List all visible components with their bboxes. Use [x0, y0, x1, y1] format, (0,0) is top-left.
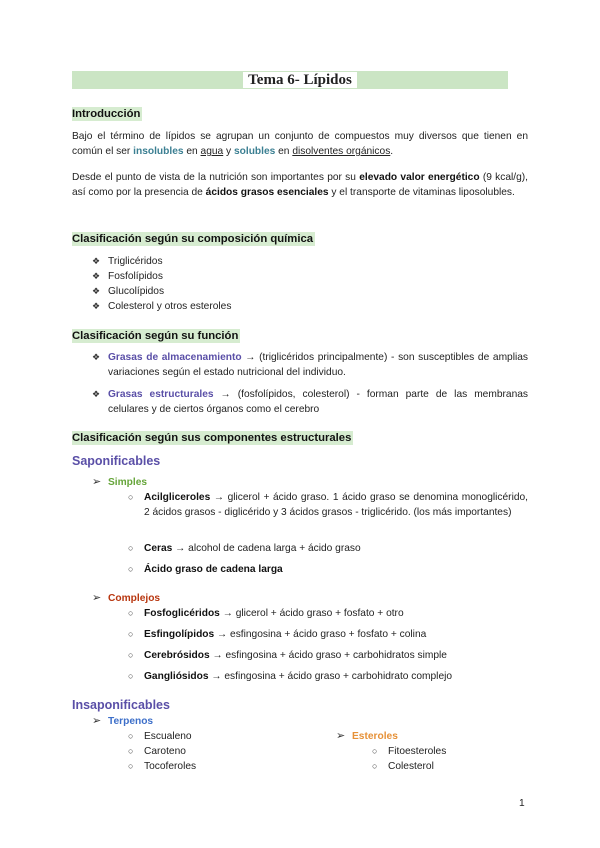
terpenos-label: Terpenos	[108, 716, 154, 727]
simples-acido-graso: Ácido graso de cadena larga	[144, 564, 283, 575]
chem-item: Colesterol y otros esteroles	[108, 301, 232, 312]
circle-bullet-icon: ○	[128, 650, 134, 660]
func-item-storage: Grasas de almacenamiento → (triglicéridos principalmente) - son susceptibles de amplias variaciones según el estado nutricional del individuo.	[108, 352, 529, 378]
func-heading: Clasificación según su función	[72, 330, 239, 342]
esteroles-item: Fitoesteroles	[388, 746, 447, 757]
terpenos-item: Escualeno	[144, 731, 192, 742]
page-title: Tema 6- Lípidos	[243, 72, 357, 88]
circle-bullet-icon: ○	[128, 746, 134, 756]
esteroles-item: Colesterol	[388, 761, 434, 772]
simples-ceras: Ceras → alcohol de cadena larga + ácido graso	[144, 543, 361, 554]
complejos-label: Complejos	[108, 593, 161, 604]
arrow-bullet-icon: ➢	[92, 476, 102, 488]
diamond-bullet-icon: ❖	[92, 256, 101, 266]
esteroles-label: Esteroles	[352, 731, 398, 742]
complejos-item: Esfingolípidos → esfingosina + ácido graso + fosfato + colina	[144, 629, 427, 640]
circle-bullet-icon: ○	[128, 492, 134, 502]
simples-acilgliceroles: Acilgliceroles → glicerol + ácido graso. 1 ácido graso se denomina monoglicérido, 2 ácidos grasos - diglicérido y 3 ácidos grasos - triglicérido. (los más importantes)	[144, 492, 528, 518]
saponificables-heading: Saponificables	[72, 454, 161, 468]
circle-bullet-icon: ○	[128, 671, 134, 681]
diamond-bullet-icon: ❖	[92, 286, 101, 296]
chem-heading: Clasificación según su composición química	[72, 233, 314, 245]
simples-label: Simples	[108, 477, 148, 488]
circle-bullet-icon: ○	[128, 629, 134, 639]
diamond-bullet-icon: ❖	[92, 352, 101, 362]
circle-bullet-icon: ○	[128, 564, 134, 574]
func-item-structural: Grasas estructurales → (fosfolípidos, colesterol) - forman parte de las membranas celulares y de ciertos órganos como el cerebro	[108, 389, 528, 415]
terpenos-item: Caroteno	[144, 746, 186, 757]
diamond-bullet-icon: ❖	[92, 271, 101, 281]
intro-paragraph-1: Bajo el término de lípidos se agrupan un conjunto de compuestos muy diversos que tienen en común el ser insolubles en agua y solubles en disolventes orgánicos.	[72, 131, 528, 157]
complejos-item: Gangliósidos → esfingosina + ácido graso + carbohidrato complejo	[144, 671, 453, 682]
intro-paragraph-2: Desde el punto de vista de la nutrición son importantes por su elevado valor energético (9 kcal/g), así como por la presencia de ácidos grasos esenciales y el transporte de vitaminas liposolubles.	[72, 172, 528, 198]
diamond-bullet-icon: ❖	[92, 389, 101, 399]
page-title-wrap	[0, 71, 600, 89]
circle-bullet-icon: ○	[128, 761, 134, 771]
circle-bullet-icon: ○	[128, 731, 134, 741]
arrow-bullet-icon: ➢	[92, 715, 102, 727]
diamond-bullet-icon: ❖	[92, 301, 101, 311]
insaponificables-heading: Insaponificables	[72, 698, 170, 712]
complejos-item: Fosfoglicéridos → glicerol + ácido graso + fosfato + otro	[144, 608, 404, 619]
complejos-item: Cerebrósidos → esfingosina + ácido graso + carbohidratos simple	[144, 650, 447, 661]
chem-item: Fosfolípidos	[108, 271, 163, 282]
struct-heading: Clasificación según sus componentes estructurales	[72, 432, 352, 444]
terpenos-item: Tocoferoles	[144, 761, 197, 772]
intro-heading: Introducción	[72, 108, 141, 120]
circle-bullet-icon: ○	[372, 746, 378, 756]
arrow-bullet-icon: ➢	[336, 730, 346, 742]
circle-bullet-icon: ○	[372, 761, 378, 771]
chem-item: Glucolípidos	[108, 286, 165, 297]
chem-item: Triglicéridos	[108, 256, 163, 267]
circle-bullet-icon: ○	[128, 608, 134, 618]
circle-bullet-icon: ○	[128, 543, 134, 553]
page-number: 1	[519, 798, 525, 809]
arrow-bullet-icon: ➢	[92, 592, 102, 604]
